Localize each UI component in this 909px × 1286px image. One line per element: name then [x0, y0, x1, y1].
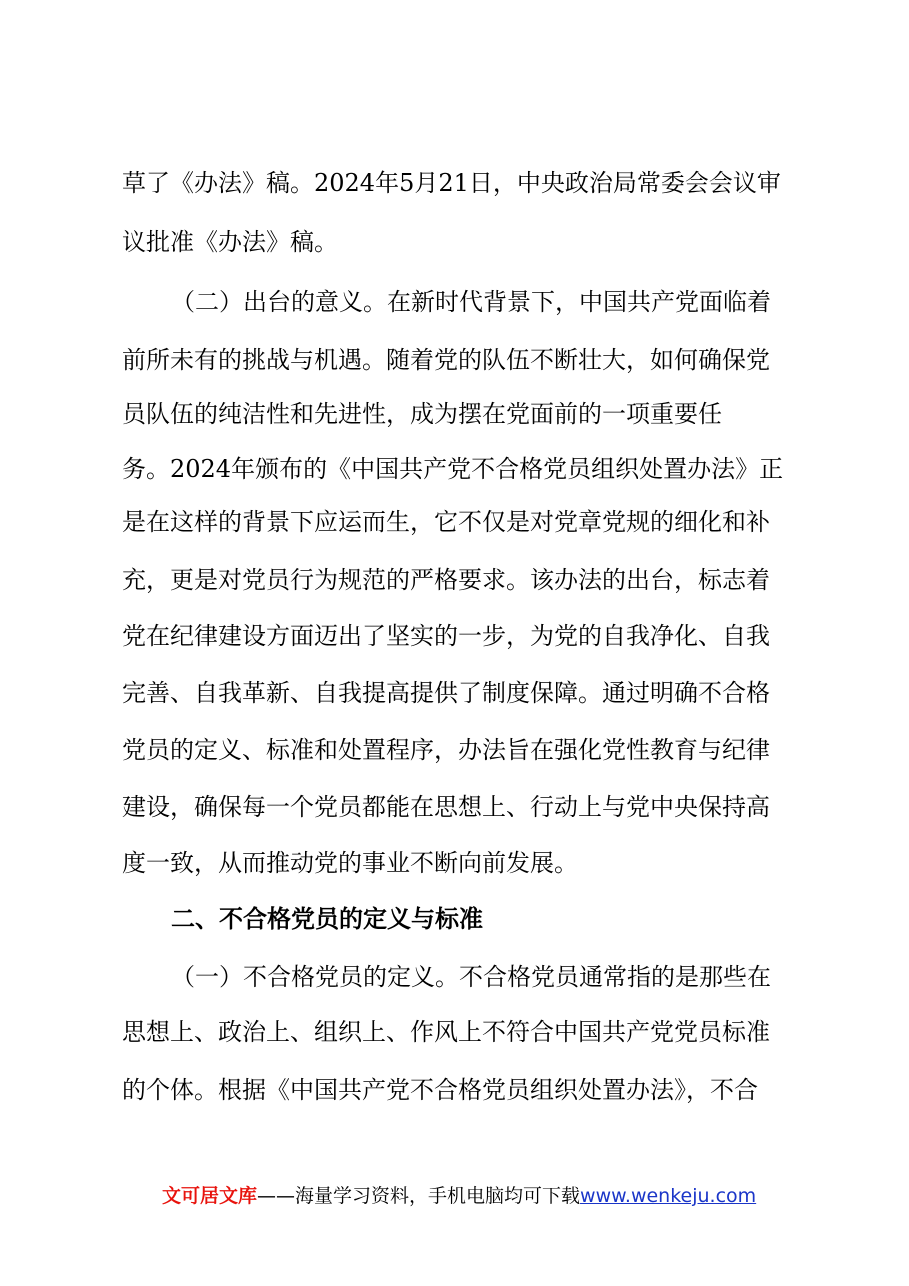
body-text-line: 党在纪律建设方面迈出了坚实的一步，为党的自我净化、自我: [122, 622, 770, 650]
body-text-line: 议批准《办法》稿。: [122, 228, 338, 256]
body-text-line: 完善、自我革新、自我提高提供了制度保障。通过明确不合格: [122, 679, 770, 707]
body-text-line: 思想上、政治上、组织上、作风上不符合中国共产党党员标准: [122, 1018, 770, 1046]
body-text-line: 度一致，从而推动党的事业不断向前发展。: [122, 849, 578, 877]
body-text-line: 的个体。根据《中国共产党不合格党员组织处置办法》，不合: [122, 1076, 758, 1104]
footer-banner: [162, 1183, 756, 1209]
footer-tagline: 海量学习资料，手机电脑均可下载: [295, 1185, 581, 1207]
footer-dash: ——: [257, 1185, 296, 1207]
section-heading: 二、不合格党员的定义与标准: [171, 905, 483, 933]
body-text-line: 充，更是对党员行为规范的严格要求。该办法的出台，标志着: [122, 566, 770, 594]
footer-brand: 文可居文库: [162, 1185, 258, 1207]
body-text-line: 务。2024年颁布的《中国共产党不合格党员组织处置办法》正: [122, 455, 784, 483]
body-text-line: 前所未有的挑战与机遇。随着党的队伍不断壮大，如何确保党: [122, 346, 770, 374]
body-text-line: 草了《办法》稿。2024年5月21日，中央政治局常委会会议审: [122, 169, 781, 197]
body-text-line: 党员的定义、标准和处置程序，办法旨在强化党性教育与纪律: [122, 736, 770, 764]
footer-link[interactable]: www.wenkeju.com: [580, 1185, 757, 1207]
body-text-line: 建设，确保每一个党员都能在思想上、行动上与党中央保持高: [122, 793, 770, 821]
body-text-line: 是在这样的背景下应运而生，它不仅是对党章党规的细化和补: [122, 508, 770, 536]
body-text-line: （一）不合格党员的定义。不合格党员通常指的是那些在: [171, 963, 771, 991]
body-text-line: 员队伍的纯洁性和先进性，成为摆在党面前的一项重要任: [122, 400, 722, 428]
body-text-line: （二）出台的意义。在新时代背景下，中国共产党面临着: [171, 288, 771, 316]
